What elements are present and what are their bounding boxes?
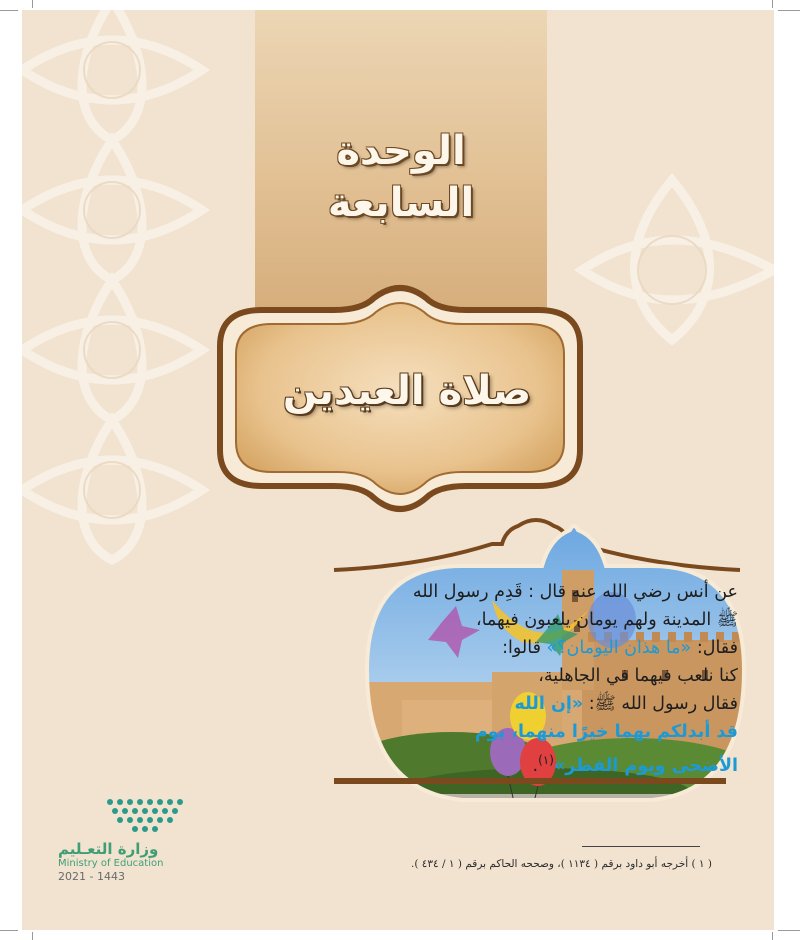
hadith-line: كنا نلعب فيهما في الجاهلية، <box>538 666 738 686</box>
crop-mark <box>772 0 773 8</box>
crop-mark <box>32 0 33 8</box>
crop-mark <box>32 932 33 940</box>
edition-year: 2021 - 1443 <box>58 870 125 883</box>
ministry-name-ar: وزارة التعـليم <box>58 840 159 858</box>
hadith-segment: قالوا: <box>502 638 547 658</box>
unit-number: السابعة <box>327 180 475 226</box>
hadith-divider <box>334 778 726 784</box>
hadith-line: قد أبدلكم بهما خيرًا منهما، يوم <box>474 722 738 742</box>
hadith-line: عن أنس رضي الله عنه قال : قَدِم رسول الله <box>412 582 738 602</box>
hadith-segment: فقال رسول الله ﷺ: <box>583 694 738 714</box>
unit-label: الوحدة <box>336 128 466 174</box>
footnote-divider <box>582 846 700 847</box>
hadith-line: ﷺ المدينة ولهم يومان يلعبون فيهما، <box>475 610 738 630</box>
lesson-title: صلاة العيدين <box>282 368 532 414</box>
hadith-line <box>342 746 738 780</box>
crop-mark <box>778 930 800 931</box>
crop-mark <box>0 930 18 931</box>
hadith-period: . <box>532 755 539 776</box>
ministry-name-en: Ministry of Education <box>58 858 164 869</box>
hadith-text <box>342 578 738 780</box>
hadith-quote: «ما هذان اليومان؟» <box>546 638 692 658</box>
crop-mark <box>0 10 18 11</box>
title-frame <box>22 10 774 930</box>
hadith-segment: فقال: <box>691 638 738 658</box>
hadith-quote: الأضحى ويوم الفطر» <box>553 755 738 776</box>
page <box>22 10 774 930</box>
hadith-line <box>342 634 738 662</box>
footnote-marker: (١) <box>538 753 554 767</box>
crop-mark <box>778 10 800 11</box>
hadith-quote: «إن الله <box>514 694 584 714</box>
footnote: ( ١ ) أخرجه أبو داود برقم ( ١١٣٤ )، وصححه الحاكم برقم ( ١ / ٤٣٤ ). <box>410 858 712 870</box>
crop-mark <box>772 932 773 940</box>
hadith-line <box>342 690 738 718</box>
